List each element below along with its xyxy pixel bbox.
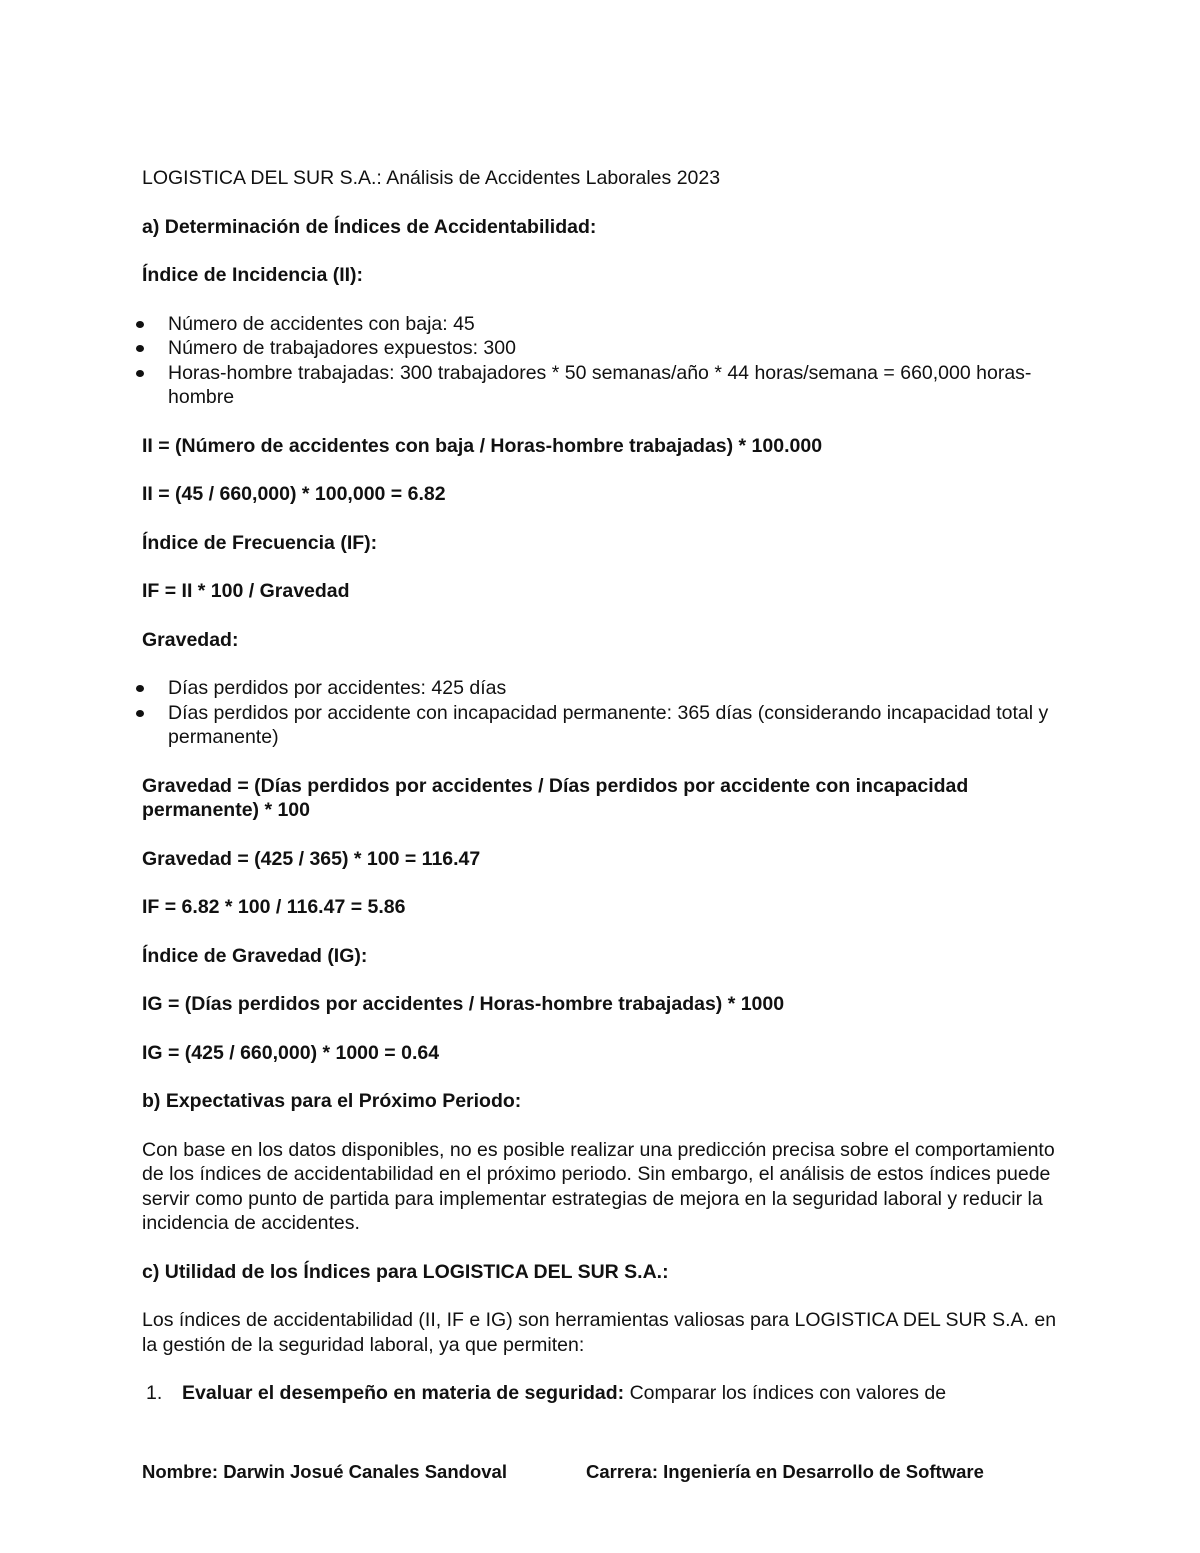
list-item: Número de trabajadores expuestos: 300 — [142, 336, 1062, 361]
bullet-icon — [136, 685, 144, 692]
section-c-numbered-list — [142, 1381, 1062, 1406]
gravedad-formula: Gravedad = (Días perdidos por accidentes / Días perdidos por accidente con incapacidad permanente) * 100 — [142, 774, 969, 821]
section-c-heading: c) Utilidad de los Índices para LOGISTICA DEL SUR S.A.: — [142, 1260, 669, 1283]
bullet-icon — [136, 321, 144, 328]
ii-bullet-list — [142, 312, 1062, 410]
list-item: Número de accidentes con baja: 45 — [142, 312, 1062, 337]
bullet-icon — [136, 345, 144, 352]
ig-formula: IG = (Días perdidos por accidentes / Horas-hombre trabajadas) * 1000 — [142, 993, 785, 1015]
document-title: LOGISTICA DEL SUR S.A.: Análisis de Accidentes Laborales 2023 — [142, 167, 721, 189]
section-c-paragraph: Los índices de accidentabilidad (II, IF e IG) son herramientas valiosas para LOGISTICA DEL SUR S.A. en la gestión de la seguridad laboral, ya que permiten: — [142, 1309, 1057, 1356]
document-body — [142, 166, 1062, 1406]
gravedad-bullet-list — [142, 676, 1062, 750]
ii-heading: Índice de Incidencia (II): — [142, 264, 364, 286]
item-number: 1. — [146, 1382, 163, 1404]
if-calculation: IF = 6.82 * 100 / 116.47 = 5.86 — [142, 896, 406, 918]
gravedad-heading: Gravedad: — [142, 628, 239, 651]
if-heading: Índice de Frecuencia (IF): — [142, 531, 378, 554]
ig-calculation: IG = (425 / 660,000) * 1000 = 0.64 — [142, 1041, 440, 1064]
footer-name: Nombre: Darwin Josué Canales Sandoval — [142, 1461, 507, 1482]
ii-formula: II = (Número de accidentes con baja / Horas-hombre trabajadas) * 100.000 — [142, 434, 823, 457]
item-text: Comparar los índices con valores de — [624, 1382, 947, 1404]
item-bold-label: Evaluar el desempeño en materia de seguridad: — [182, 1382, 625, 1404]
list-item: Días perdidos por accidente con incapacidad permanente: 365 días (considerando incapacidad total y permanente) — [142, 701, 1062, 750]
bullet-icon — [136, 710, 144, 717]
section-b-paragraph: Con base en los datos disponibles, no es posible realizar una predicción precisa sobre el comportamiento de los índices de accidentabilidad en el próximo periodo. Sin embargo, el análisis de estos índices puede servir como punto de partida para implementar estrategias de mejora en la seguridad laboral y reducir la incidencia de accidentes. — [142, 1138, 1055, 1234]
gravedad-calculation: Gravedad = (425 / 365) * 100 = 116.47 — [142, 847, 481, 870]
list-item: Horas-hombre trabajadas: 300 trabajadores * 50 semanas/año * 44 horas/semana = 660,000 horas-hombre — [142, 361, 1062, 410]
list-item — [142, 1381, 1062, 1406]
section-b-heading: b) Expectativas para el Próximo Periodo: — [142, 1090, 522, 1112]
list-item: Días perdidos por accidentes: 425 días — [142, 676, 1062, 701]
ig-heading: Índice de Gravedad (IG): — [142, 944, 368, 967]
ii-calculation: II = (45 / 660,000) * 100,000 = 6.82 — [142, 483, 446, 505]
section-a-heading: a) Determinación de Índices de Accidentabilidad: — [142, 215, 597, 238]
footer-career: Carrera: Ingeniería en Desarrollo de Software — [586, 1461, 984, 1482]
bullet-icon — [136, 370, 144, 377]
if-formula: IF = II * 100 / Gravedad — [142, 580, 350, 602]
